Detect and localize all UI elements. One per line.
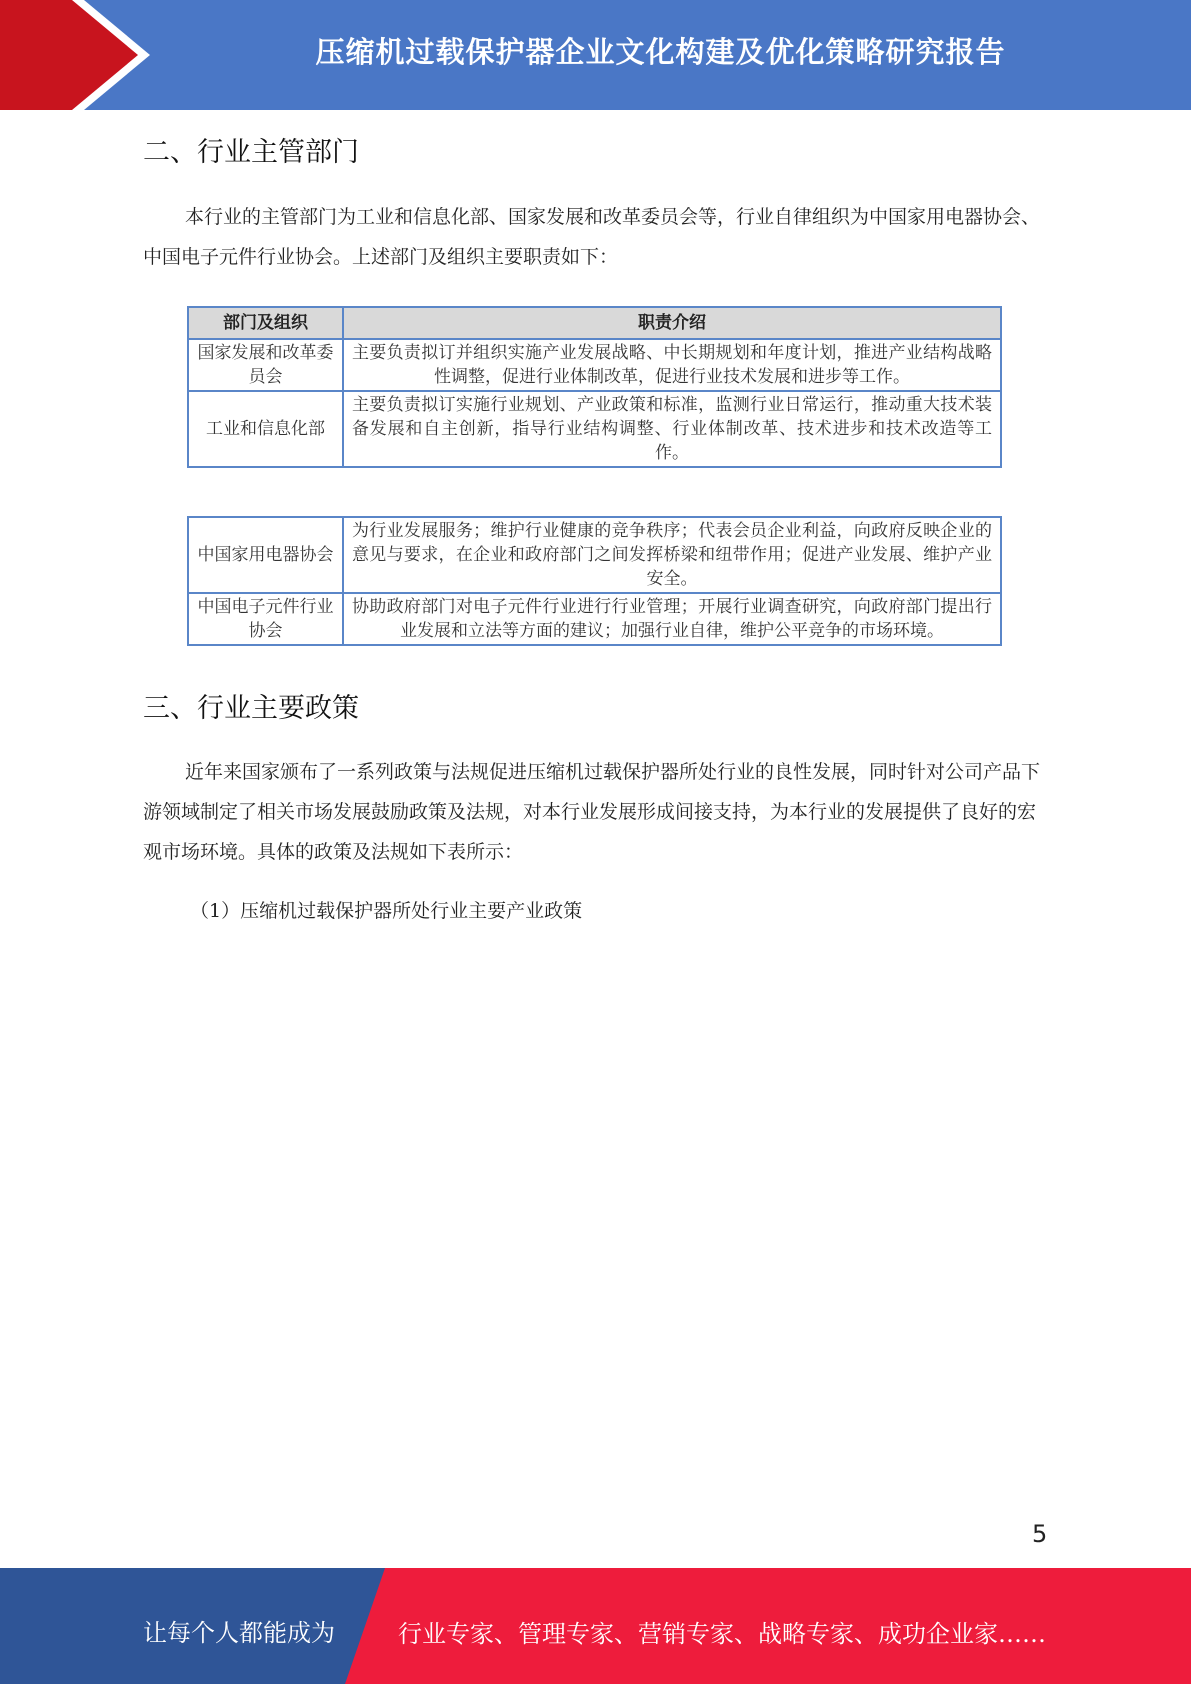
table-row bbox=[188, 593, 1001, 645]
org-duty-cell: 为行业发展服务；维护行业健康的竞争秩序；代表会员企业利益，向政府反映企业的意见与要求，在企业和政府部门之间发挥桥梁和纽带作用；促进产业发展、维护产业安全。 bbox=[343, 517, 1001, 593]
section-heading-policies: 三、行业主要政策 bbox=[143, 693, 359, 724]
policy-subheading: （1）压缩机过载保护器所处行业主要产业政策 bbox=[190, 900, 583, 922]
associations-table bbox=[187, 516, 1002, 646]
org-name-cell: 中国家用电器协会 bbox=[188, 517, 343, 593]
section-paragraph-authorities: 本行业的主管部门为工业和信息化部、国家发展和改革委员会等，行业自律组织为中国家用电器协会、中国电子元件行业协会。上述部门及组织主要职责如下： bbox=[143, 206, 1041, 268]
org-name-cell: 中国电子元件行业协会 bbox=[188, 593, 343, 645]
report-title: 压缩机过载保护器企业文化构建及优化策略研究报告 bbox=[315, 34, 1006, 69]
org-name-cell: 国家发展和改革委员会 bbox=[188, 339, 343, 391]
table-row bbox=[188, 339, 1001, 391]
column-header-org: 部门及组织 bbox=[188, 307, 343, 339]
table-row bbox=[188, 517, 1001, 593]
footer-slogan-right: 行业专家、管理专家、营销专家、战略专家、成功企业家…… bbox=[398, 1620, 1046, 1648]
table-row bbox=[188, 391, 1001, 467]
header-band bbox=[0, 0, 1191, 110]
org-duty-cell: 协助政府部门对电子元件行业进行行业管理；开展行业调查研究，向政府部门提出行业发展和立法等方面的建议；加强行业自律，维护公平竞争的市场环境。 bbox=[343, 593, 1001, 645]
header-chevron-decoration bbox=[0, 0, 160, 110]
section-heading-authorities: 二、行业主管部门 bbox=[143, 137, 359, 168]
authorities-table bbox=[187, 306, 1002, 468]
footer-slogan-left: 让每个人都能成为 bbox=[143, 1619, 335, 1647]
org-name-cell: 工业和信息化部 bbox=[188, 391, 343, 467]
section-paragraph-policies: 近年来国家颁布了一系列政策与法规促进压缩机过载保护器所处行业的良性发展，同时针对公司产品下游领域制定了相关市场发展鼓励政策及法规，对本行业发展形成间接支持，为本行业的发展提供了良好的宏观市场环境。具体的政策及法规如下表所示： bbox=[143, 761, 1041, 863]
org-duty-cell: 主要负责拟订实施行业规划、产业政策和标准，监测行业日常运行，推动重大技术装备发展和自主创新，指导行业结构调整、行业体制改革、技术进步和技术改造等工作。 bbox=[343, 391, 1001, 467]
column-header-duty: 职责介绍 bbox=[343, 307, 1001, 339]
org-duty-cell: 主要负责拟订并组织实施产业发展战略、中长期规划和年度计划，推进产业结构战略性调整，促进行业体制改革，促进行业技术发展和进步等工作。 bbox=[343, 339, 1001, 391]
page-number: 5 bbox=[1032, 1520, 1048, 1548]
table-header-row bbox=[188, 307, 1001, 339]
